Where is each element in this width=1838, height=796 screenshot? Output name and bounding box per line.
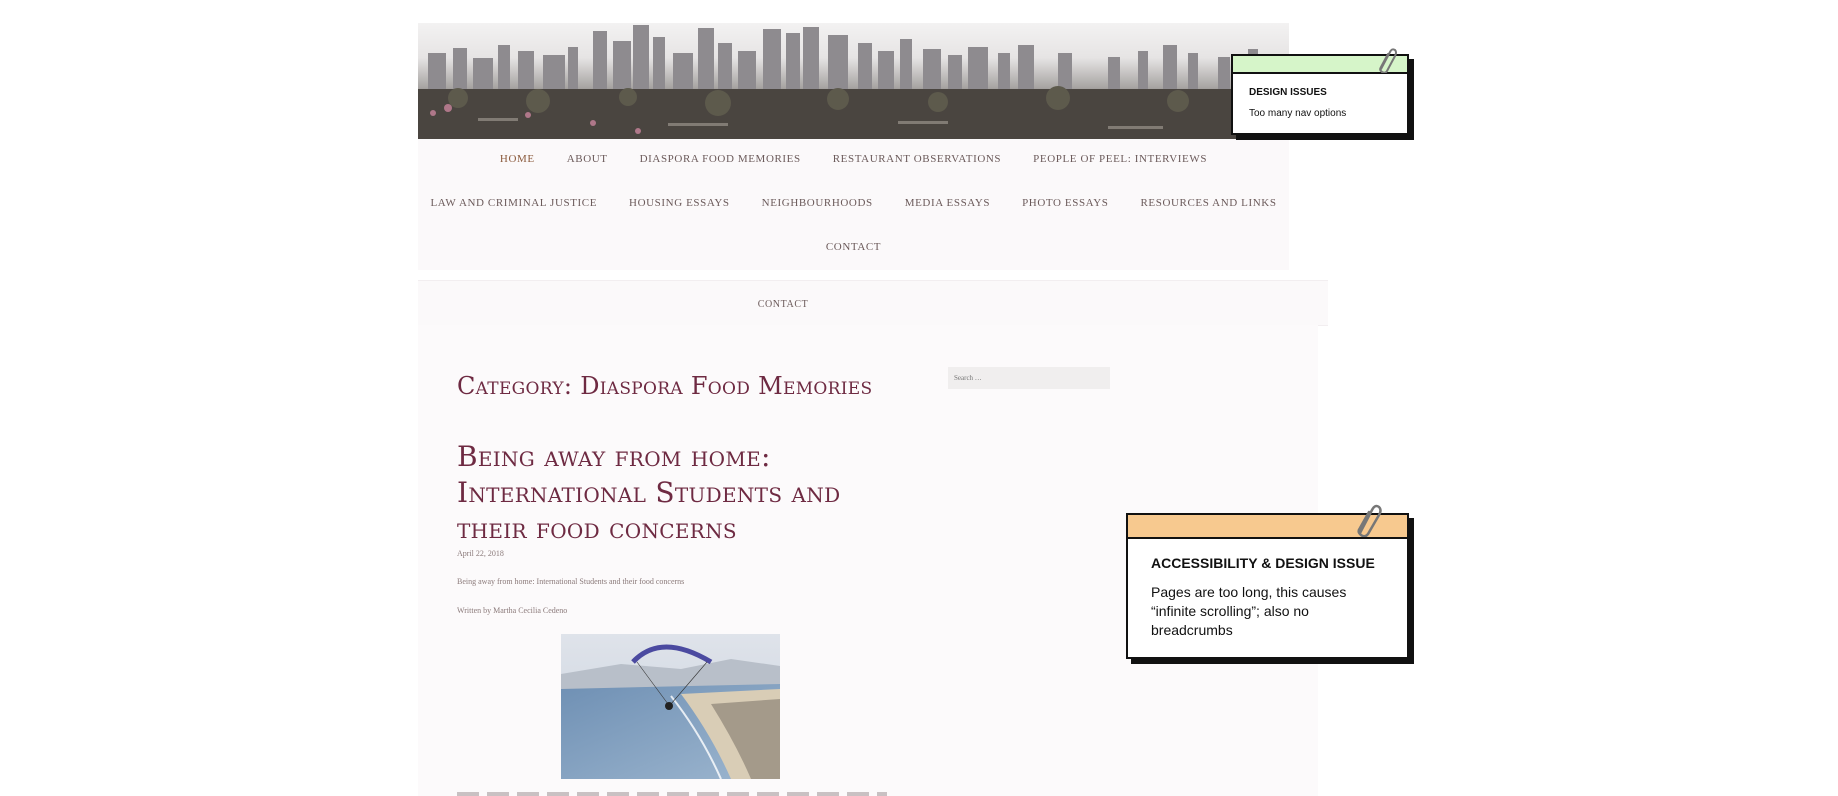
nav-item-photo-essays[interactable]: PHOTO ESSAYS: [1022, 197, 1109, 209]
nav-item-restaurant-observations[interactable]: RESTAURANT OBSERVATIONS: [832, 153, 1002, 165]
post-image: [561, 634, 780, 779]
nav-item-diaspora-food-memories[interactable]: DIASPORA FOOD MEMORIES: [639, 153, 801, 165]
secondary-navigation: [418, 280, 1328, 326]
nav-item-housing-essays[interactable]: HOUSING ESSAYS: [629, 197, 730, 209]
header-skyline-image: [418, 23, 1289, 139]
main-navigation: [418, 139, 1289, 270]
nav-row-3: [418, 241, 1289, 253]
note-body: Too many nav options: [1249, 108, 1347, 119]
nav-item-law-criminal-justice[interactable]: LAW AND CRIMINAL JUSTICE: [430, 197, 598, 209]
paperclip-icon: [1352, 503, 1382, 537]
nav-item-resources-links[interactable]: RESOURCES AND LINKS: [1140, 197, 1277, 209]
paperclip-icon: [1375, 47, 1397, 73]
post-author: Written by Martha Cecilia Cedeno: [457, 606, 568, 615]
nav-item-about[interactable]: ABOUT: [566, 153, 608, 165]
nav-item-neighbourhoods[interactable]: NEIGHBOURHOODS: [761, 197, 873, 209]
subnav-item-contact[interactable]: CONTACT: [757, 299, 809, 310]
note-title: ACCESSIBILITY & DESIGN ISSUE: [1151, 555, 1375, 571]
post-title-link[interactable]: Being away from home: International Students and their food concerns: [457, 440, 841, 545]
search-input[interactable]: [948, 367, 1110, 389]
note-body: Pages are too long, this causes “infinite scrolling”; also no breadcrumbs: [1151, 584, 1347, 638]
note-title: DESIGN ISSUES: [1249, 87, 1327, 98]
nav-item-contact[interactable]: CONTACT: [825, 241, 882, 253]
post-date[interactable]: April 22, 2018: [457, 549, 504, 558]
nav-row-2: [418, 197, 1289, 209]
nav-item-home[interactable]: HOME: [499, 153, 535, 165]
nav-item-people-of-peel[interactable]: PEOPLE OF PEEL: INTERVIEWS: [1033, 153, 1208, 165]
category-title: Category: Diaspora Food Memories: [457, 372, 873, 400]
nav-item-media-essays[interactable]: MEDIA ESSAYS: [904, 197, 991, 209]
nav-row-1: [418, 153, 1289, 165]
cut-off-text-line: [457, 792, 887, 796]
post-excerpt: Being away from home: International Students and their food concerns: [457, 577, 685, 586]
